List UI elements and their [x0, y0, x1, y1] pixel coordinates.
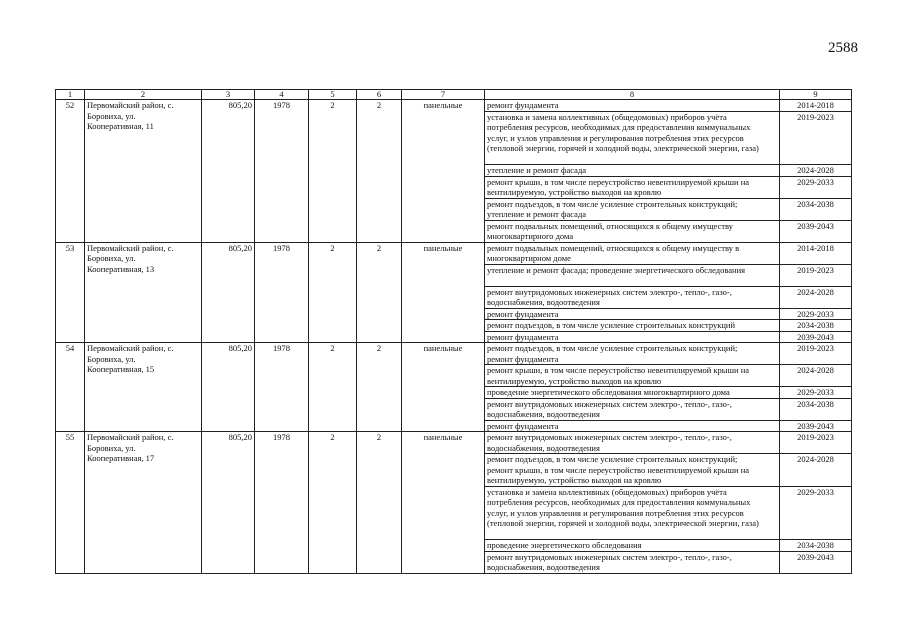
work-description: [485, 454, 780, 487]
building-address: [85, 343, 202, 432]
work-line: ремонт подъездов, в том числе усиление строительных конструкций;: [487, 343, 738, 353]
address-line: Первомайский район, с.: [87, 242, 174, 253]
work-description: [485, 551, 780, 573]
work-description: [485, 220, 780, 242]
entrances-count: 2: [357, 100, 402, 243]
work-period: 2024-2028: [780, 365, 852, 387]
work-line: установка и замена коллективных (общедомовых) приборов учёта: [487, 486, 727, 497]
work-line: ремонт крыши, в том числе переустройство невентилируемой крыши на: [487, 464, 750, 475]
entrances-count: 2: [357, 242, 402, 343]
work-period: 2029-2033: [780, 387, 852, 399]
table-row: [56, 432, 852, 454]
work-description: [485, 343, 780, 365]
work-line: многоквартирном доме: [487, 253, 571, 263]
column-header: 1: [56, 90, 85, 100]
total-area: 805,20: [202, 100, 255, 243]
building-address: [85, 432, 202, 574]
table-row: [56, 100, 852, 112]
address-line: Боровиха, ул.: [87, 110, 136, 121]
work-line: ремонт внутридомовых инженерных систем электро-, тепло-, газо-,: [487, 432, 732, 442]
header-row: [56, 90, 852, 100]
column-header: 7: [402, 90, 485, 100]
work-period: 2039-2043: [780, 331, 852, 343]
work-line: ремонт фундамента: [487, 308, 559, 319]
work-description: [485, 198, 780, 220]
work-period: 2034-2038: [780, 398, 852, 420]
address-line: Кооперативная, 11: [87, 121, 154, 131]
work-line: установка и замена коллективных (общедомовых) приборов учёта: [487, 111, 727, 122]
building-address: [85, 242, 202, 343]
capital-repair-table: [55, 89, 852, 574]
building-number: 53: [56, 242, 85, 343]
work-line: вентилируемую, устройство выходов на кровлю: [487, 187, 662, 197]
build-year: 1978: [255, 242, 309, 343]
work-line: водоснабжения, водоотведения: [487, 409, 600, 419]
floors-count: 2: [309, 242, 357, 343]
build-year: 1978: [255, 343, 309, 432]
address-line: Кооперативная, 17: [87, 453, 155, 463]
table-row: [56, 343, 852, 365]
work-line: утепление и ремонт фасада: [487, 209, 587, 219]
work-description: [485, 308, 780, 320]
work-description: [485, 100, 780, 112]
total-area: 805,20: [202, 242, 255, 343]
wall-material: панельные: [402, 432, 485, 574]
work-line: ремонт крыши, в том числе переустройство невентилируемой крыши на: [487, 176, 750, 187]
total-area: 805,20: [202, 432, 255, 574]
wall-material: панельные: [402, 242, 485, 343]
building-address: [85, 100, 202, 243]
work-line: водоснабжения, водоотведения: [487, 442, 600, 453]
floors-count: 2: [309, 432, 357, 574]
work-description: [485, 286, 780, 308]
work-period: 2014-2018: [780, 100, 852, 112]
work-description: [485, 331, 780, 343]
work-line: утепление и ремонт фасада: [487, 165, 587, 175]
table-row: [56, 242, 852, 264]
work-line: ремонт фундамента: [487, 331, 559, 342]
work-line: (тепловой энергии, горячей и холодной воды, электрической энергии, газа): [487, 518, 759, 528]
build-year: 1978: [255, 100, 309, 243]
column-header: 2: [85, 90, 202, 100]
work-description: [485, 242, 780, 264]
work-description: [485, 264, 780, 286]
work-period: 2019-2023: [780, 432, 852, 454]
work-description: [485, 320, 780, 332]
work-line: ремонт подвальных помещений, относящихся к общему имуществу в: [487, 242, 740, 253]
column-header: 4: [255, 90, 309, 100]
total-area: 805,20: [202, 343, 255, 432]
work-line: услуг, и узлов управления и регулирования потребления этих ресурсов: [487, 132, 744, 143]
work-line: услуг, и узлов управления и регулирования потребления этих ресурсов: [487, 507, 744, 518]
work-line: водоснабжения, водоотведения: [487, 297, 600, 307]
work-description: [485, 365, 780, 387]
work-line: вентилируемую, устройство выходов на кровлю: [487, 375, 662, 386]
work-line: [487, 154, 777, 165]
floors-count: 2: [309, 100, 357, 243]
column-header: 9: [780, 90, 852, 100]
work-line: водоснабжения, водоотведения: [487, 562, 600, 572]
work-period: 2024-2028: [780, 286, 852, 308]
work-description: [485, 398, 780, 420]
work-description: [485, 111, 780, 165]
work-description: [485, 165, 780, 177]
work-line: утепление и ремонт фасада; проведение энергетического обследования: [487, 264, 746, 275]
work-line: ремонт фундамента: [487, 100, 559, 110]
work-line: ремонт подъездов, в том числе усиление строительных конструкций;: [487, 198, 738, 209]
address-line: Первомайский район, с.: [87, 343, 174, 353]
address-line: Кооперативная, 15: [87, 364, 155, 374]
work-period: 2029-2033: [780, 308, 852, 320]
work-line: ремонт подъездов, в том числе усиление строительных конструкций;: [487, 454, 738, 464]
build-year: 1978: [255, 432, 309, 574]
work-description: [485, 486, 780, 540]
work-line: ремонт подвальных помещений, относящихся к общему имуществу: [487, 220, 733, 231]
work-period: 2039-2043: [780, 551, 852, 573]
work-period: 2039-2043: [780, 220, 852, 242]
work-period: 2029-2033: [780, 486, 852, 540]
work-line: ремонт внутридомовых инженерных систем электро-, тепло-, газо-,: [487, 398, 732, 409]
work-period: 2034-2038: [780, 198, 852, 220]
work-period: 2019-2023: [780, 343, 852, 365]
work-period: 2014-2018: [780, 242, 852, 264]
address-line: Первомайский район, с.: [87, 100, 174, 110]
floors-count: 2: [309, 343, 357, 432]
column-header: 6: [357, 90, 402, 100]
address-line: Боровиха, ул.: [87, 353, 136, 364]
work-line: ремонт фундамента: [487, 353, 559, 364]
work-description: [485, 540, 780, 552]
building-number: 52: [56, 100, 85, 243]
work-period: 2029-2033: [780, 176, 852, 198]
building-number: 55: [56, 432, 85, 574]
work-period: 2034-2038: [780, 540, 852, 552]
work-line: проведение энергетического обследования: [487, 540, 642, 550]
work-line: ремонт внутридомовых инженерных систем электро-, тепло-, газо-,: [487, 286, 732, 297]
wall-material: панельные: [402, 100, 485, 243]
table-body: [56, 90, 852, 574]
page-number: 2588: [828, 40, 858, 56]
work-line: [487, 275, 777, 286]
work-period: 2039-2043: [780, 420, 852, 432]
work-description: [485, 420, 780, 432]
entrances-count: 2: [357, 343, 402, 432]
building-number: 54: [56, 343, 85, 432]
work-line: ремонт внутридомовых инженерных систем электро-, тепло-, газо-,: [487, 551, 732, 562]
work-line: (тепловой энергии, горячей и холодной воды, электрической энергии, газа): [487, 143, 759, 153]
wall-material: панельные: [402, 343, 485, 432]
work-line: вентилируемую, устройство выходов на кровлю: [487, 475, 662, 485]
work-line: потребления ресурсов, необходимых для предоставления коммунальных: [487, 497, 751, 507]
work-line: проведение энергетического обследования многоквартирного дома: [487, 387, 730, 397]
work-description: [485, 432, 780, 454]
entrances-count: 2: [357, 432, 402, 574]
work-line: потребления ресурсов, необходимых для предоставления коммунальных: [487, 122, 751, 132]
address-line: Боровиха, ул.: [87, 253, 136, 263]
column-header: 3: [202, 90, 255, 100]
column-header: 8: [485, 90, 780, 100]
work-description: [485, 176, 780, 198]
work-period: 2019-2023: [780, 264, 852, 286]
work-line: ремонт подъездов, в том числе усиление строительных конструкций: [487, 320, 736, 330]
address-line: Первомайский район, с.: [87, 432, 174, 442]
work-line: [487, 529, 777, 540]
work-period: 2019-2023: [780, 111, 852, 165]
work-period: 2024-2028: [780, 454, 852, 487]
column-header: 5: [309, 90, 357, 100]
work-line: ремонт фундамента: [487, 420, 559, 431]
work-period: 2034-2038: [780, 320, 852, 332]
address-line: Боровиха, ул.: [87, 442, 136, 453]
address-line: Кооперативная, 13: [87, 263, 155, 274]
work-line: многоквартирного дома: [487, 231, 574, 241]
work-line: ремонт крыши, в том числе переустройство невентилируемой крыши на: [487, 365, 750, 375]
work-period: 2024-2028: [780, 165, 852, 177]
work-description: [485, 387, 780, 399]
